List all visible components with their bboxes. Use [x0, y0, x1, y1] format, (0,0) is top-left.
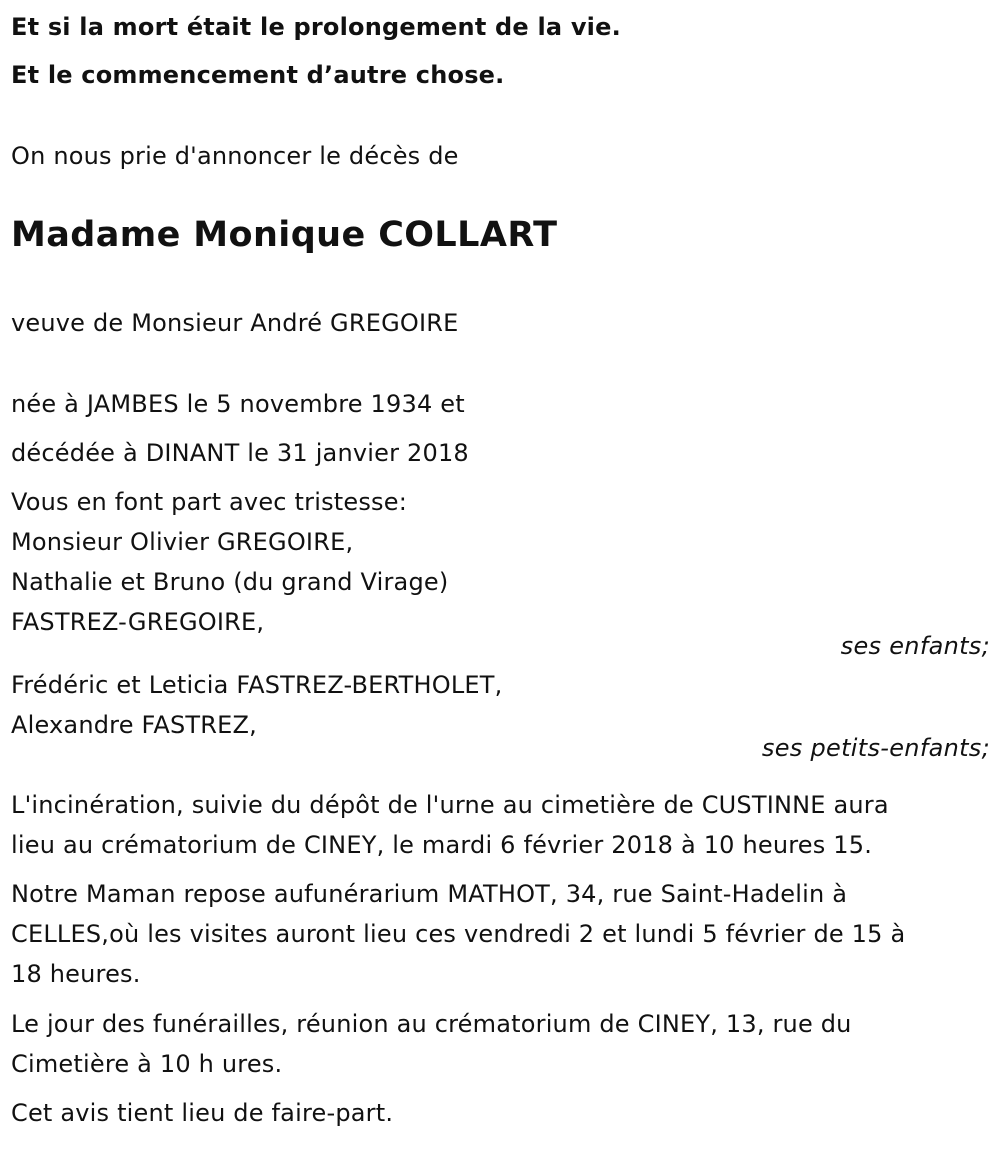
quote-line-1: Et si la mort était le prolongement de la vie. — [11, 13, 621, 41]
closing-text: Cet avis tient lieu de faire-part. — [11, 1099, 394, 1127]
intro-text: On nous prie d'annoncer le décès de — [11, 142, 459, 170]
grandchild-line-2: Alexandre FASTREZ, — [11, 711, 257, 739]
grandchildren-label: ses petits-enfants; — [761, 734, 990, 762]
meeting-line-1: Le jour des funérailles, réunion au crématorium de CINEY, 13, rue du — [11, 1010, 852, 1038]
children-label: ses enfants; — [840, 632, 990, 660]
child-line-2: Nathalie et Bruno (du grand Virage) — [11, 568, 449, 596]
visits-line-3: 18 heures. — [11, 960, 141, 988]
child-line-3: FASTREZ-GREGOIRE, — [11, 608, 265, 636]
deceased-name: Madame Monique COLLART — [11, 215, 558, 255]
birth-text: née à JAMBES le 5 novembre 1934 et — [11, 390, 465, 418]
death-text: décédée à DINANT le 31 janvier 2018 — [11, 439, 469, 467]
quote-line-2: Et le commencement d’autre chose. — [11, 61, 505, 89]
cremation-line-2: lieu au crématorium de CINEY, le mardi 6 février 2018 à 10 heures 15. — [11, 831, 873, 859]
grandchild-line-1: Frédéric et Leticia FASTREZ-BERTHOLET, — [11, 671, 503, 699]
spouse-text: veuve de Monsieur André GREGOIRE — [11, 309, 459, 337]
visits-line-2: CELLES,où les visites auront lieu ces vendredi 2 et lundi 5 février de 15 à — [11, 920, 906, 948]
child-line-1: Monsieur Olivier GREGOIRE, — [11, 528, 354, 556]
announcers-intro: Vous en font part avec tristesse: — [11, 488, 408, 516]
visits-line-1: Notre Maman repose aufunérarium MATHOT, 34, rue Saint-Hadelin à — [11, 880, 848, 908]
meeting-line-2: Cimetière à 10 h ures. — [11, 1050, 283, 1078]
cremation-line-1: L'incinération, suivie du dépôt de l'urne au cimetière de CUSTINNE aura — [11, 791, 889, 819]
